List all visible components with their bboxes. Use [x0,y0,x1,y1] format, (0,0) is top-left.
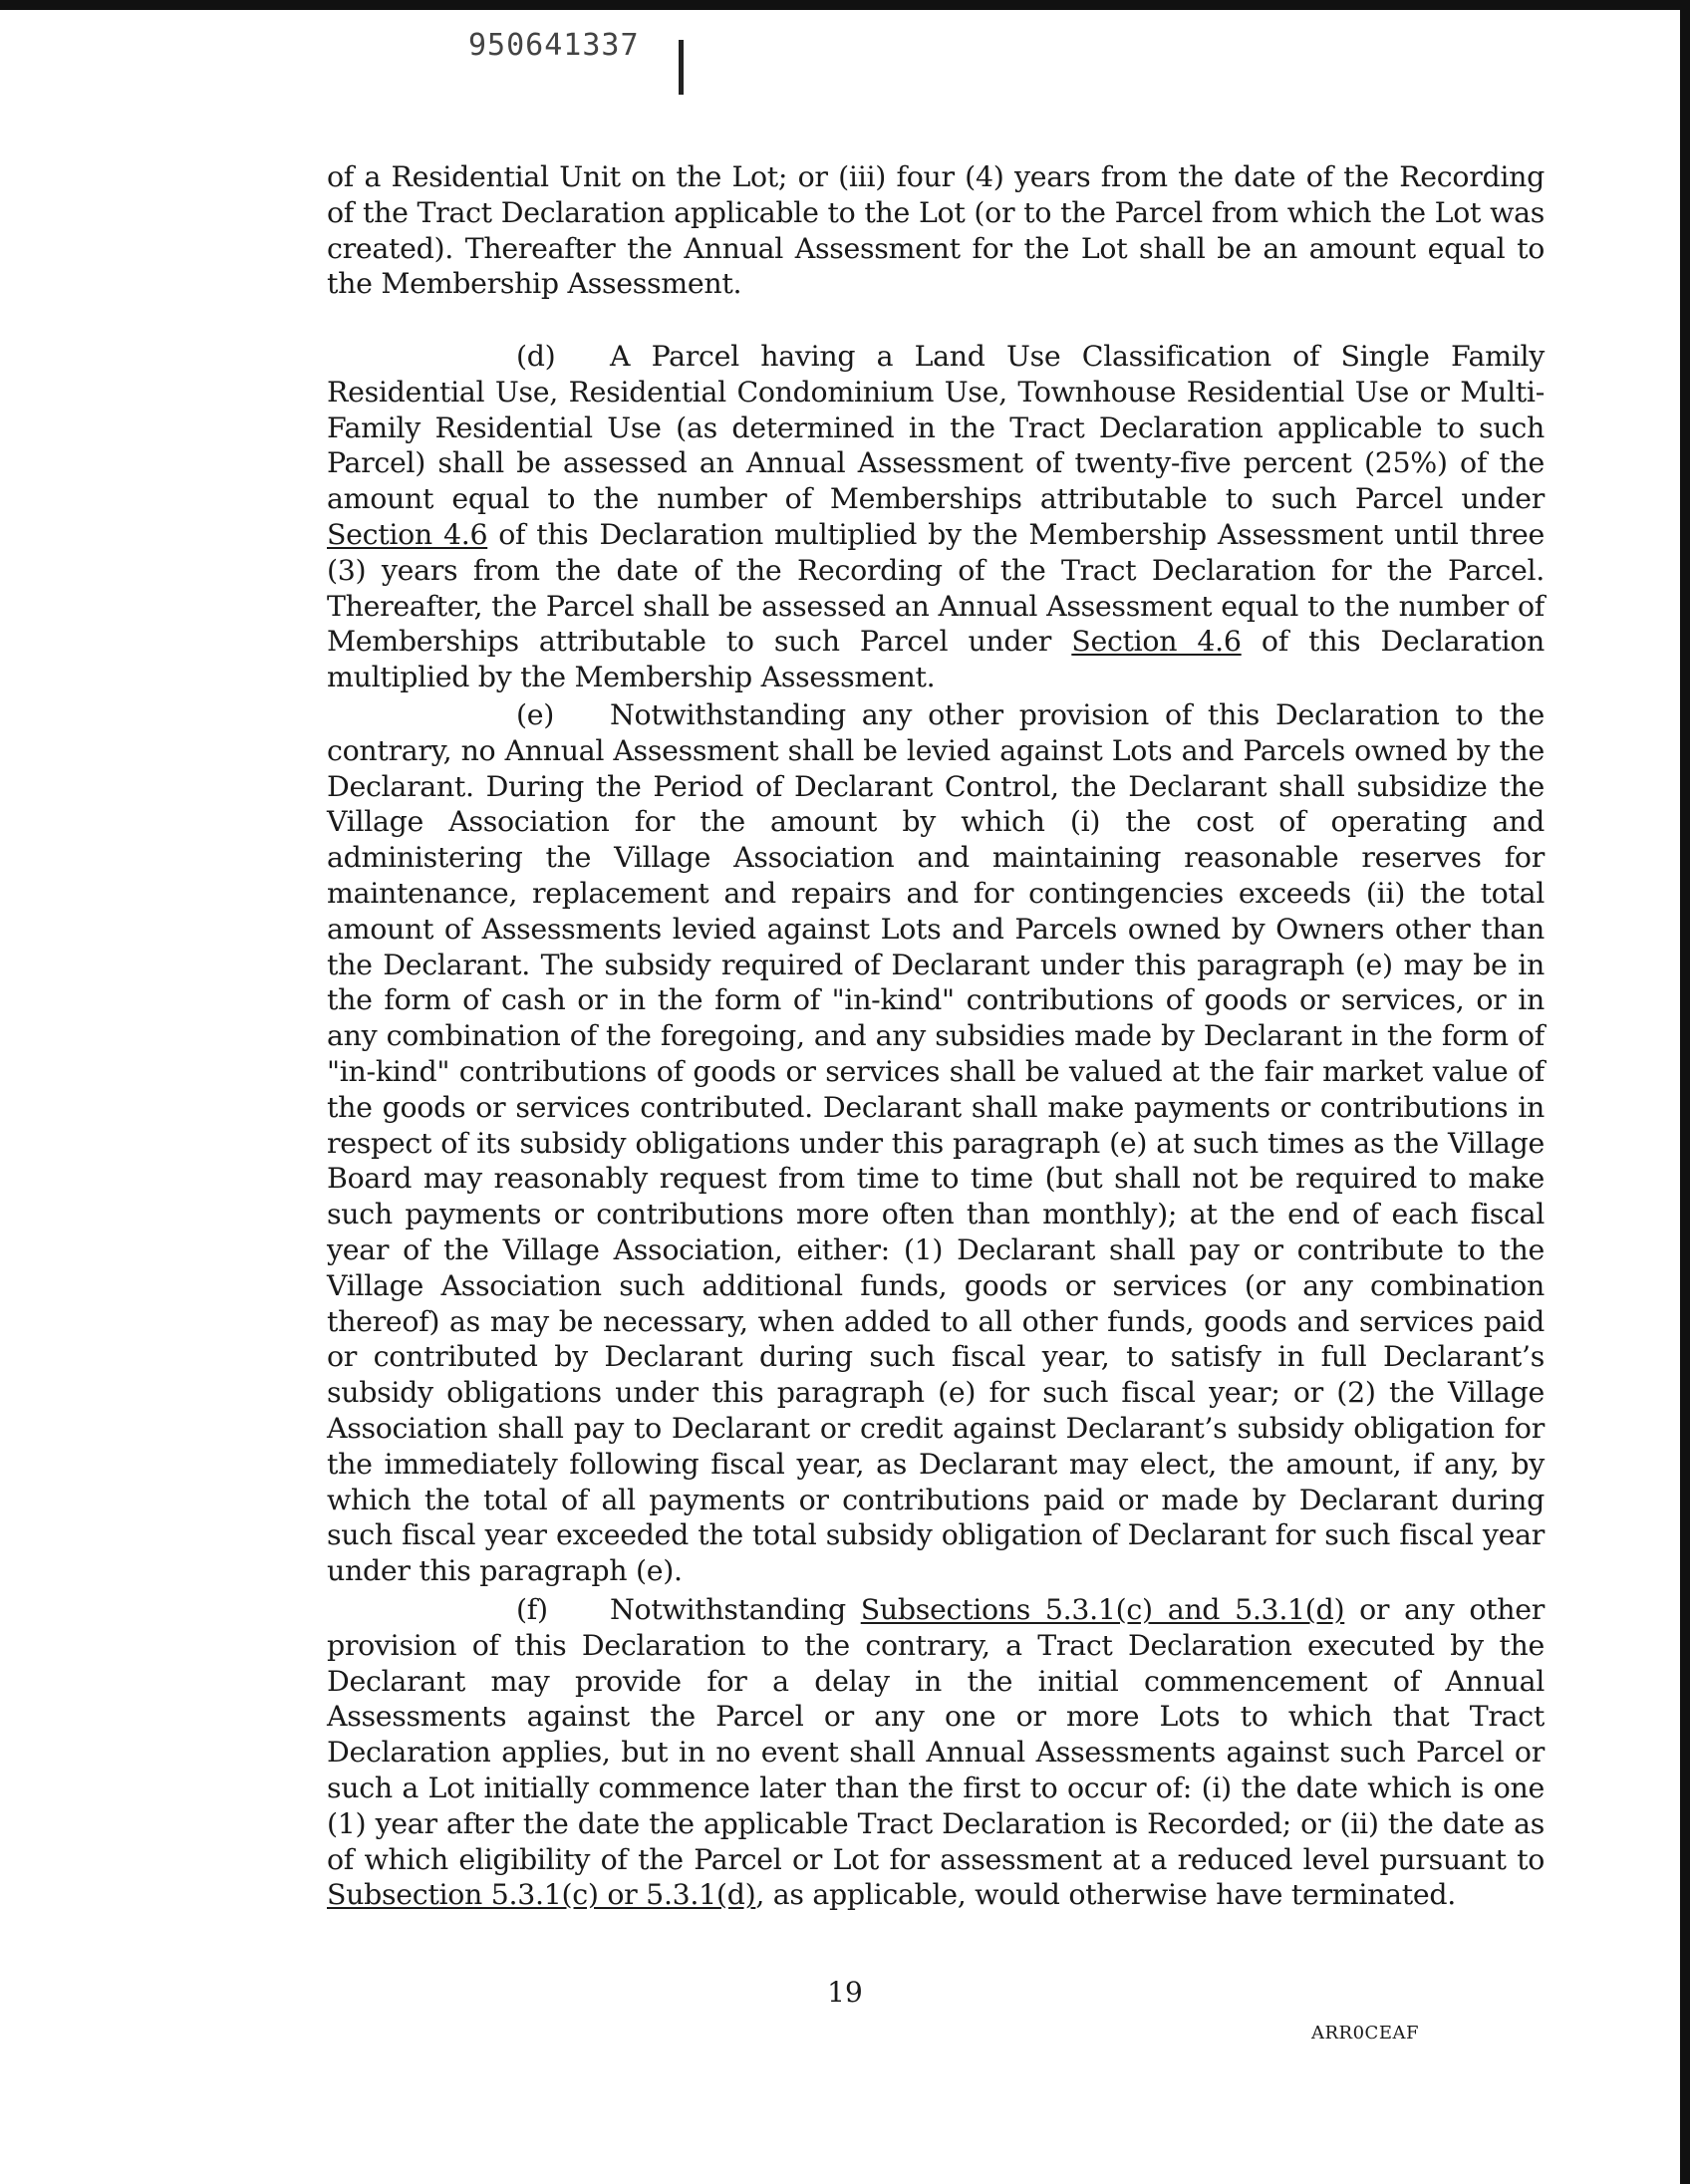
page-number: 19 [827,1976,863,2009]
paragraph-text: of a Residential Unit on the Lot; or (iii) four (4) years from the date of the Recording of the Tract Declaration applicable to the Lot (or to the Parcel from which the Lot was created). Thereafter the Annual Assessment for the Lot shall be an amount equal to the Membership Assessment. [327,160,1545,301]
paragraph-f-text-1: Notwithstanding [610,1593,846,1626]
right-border [1680,0,1690,2184]
paragraph-f [327,1592,1545,1913]
paragraph-f-marker: (f) [516,1593,548,1626]
subsection-reference: Subsections 5.3.1(c) and 5.3.1(d) [860,1593,1345,1626]
paragraph-d-text-1: A Parcel having a Land Use Classification of Single Family Residential Use, Residential Condominium Use, Townhouse Residential Use or Multi-Family Residential Use (as determined in the Tract Declaration applicable to such Parcel) shall be assessed an Annual Assessment of twenty-five percent (25%) of the amount equal to the number of Memberships attributable to such Parcel under [327,340,1545,516]
paragraph-f-text-3: , as applicable, would otherwise have terminated. [755,1878,1456,1912]
paragraph-f-text-2: or any other provision of this Declaration to the contrary, a Tract Declaration executed by the Declarant may provide for a delay in the initial commencement of Annual Assessments against the Parcel or any one or more Lots to which that Tract Declaration applies, but in no event shall Annual Assessments against such Parcel or such a Lot initially commence later than the first to occur of: (i) the date which is one (1) year after the date the applicable Tract Declaration is Recorded; or (ii) the date as of which eligibility of the Parcel or Lot for assessment at a reduced level pursuant to [327,1593,1545,1876]
paragraph-d [327,339,1545,695]
section-reference: Section 4.6 [1071,625,1242,659]
paragraph-e [327,697,1545,1589]
footer-code: ARR0CEAF [1311,2023,1419,2044]
subsection-reference: Subsection 5.3.1(c) or 5.3.1(d) [327,1878,756,1912]
paragraph-d-marker: (d) [516,340,556,373]
document-stamp-number: 950641337 [468,28,640,63]
paragraph-d-text-2: of this Declaration multiplied by the Membership Assessment until three (3) years from the date of the Recording of the Tract Declaration for the Parcel. Thereafter, the Parcel shall be assessed an Annual Assessment equal to the number of Memberships attributable to such Parcel under [327,517,1545,659]
stamp-mark [679,40,684,95]
paragraph-e-marker: (e) [516,698,555,731]
top-border [0,0,1690,10]
paragraph-continuation [327,159,1545,302]
section-reference: Section 4.6 [327,517,488,551]
paragraph-e-text: Notwithstanding any other provision of this Declaration to the contrary, no Annual Assessment shall be levied against Lots and Parcels owned by the Declarant. During the Period of Declarant Control, the Declarant shall subsidize the Village Association for the amount by which (i) the cost of operating and administering the Village Association and maintaining reasonable reserves for maintenance, replacement and repairs and for contingencies exceeds (ii) the total amount of Assessments levied against Lots and Parcels owned by Owners other than the Declarant. The subsidy required of Declarant under this paragraph (e) may be in the form of cash or in the form of "in-kind" contributions of goods or services, or in any combination of the foregoing, and any subsidies made by Declarant in the form of "in-kind" contributions of goods or services shall be valued at the fair market value of the goods or services contributed. Declarant shall make payments or contributions in respect of its subsidy obligations under this paragraph (e) at such times as the Village Board may reasonably request from time to time (but shall not be required to make such payments or contributions more often than monthly); at the end of each fiscal year of the Village Association, either: (1) Declarant shall pay or contribute to the Village Association such additional funds, goods or services (or any combination thereof) as may be necessary, when added to all other funds, goods and services paid or contributed by Declarant during such fiscal year, to satisfy in full Declarant’s subsidy obligations under this paragraph (e) for such fiscal year; or (2) the Village Association shall pay to Declarant or credit against Declarant’s subsidy obligation for the immediately following fiscal year, as Declarant may elect, the amount, if any, by which the total of all payments or contributions paid or made by Declarant during such fiscal year exceeded the total subsidy obligation of Declarant for such fiscal year under this paragraph (e). [327,698,1545,1588]
paragraph-d-text-3: of this Declaration multiplied by the Membership Assessment. [327,625,1545,694]
